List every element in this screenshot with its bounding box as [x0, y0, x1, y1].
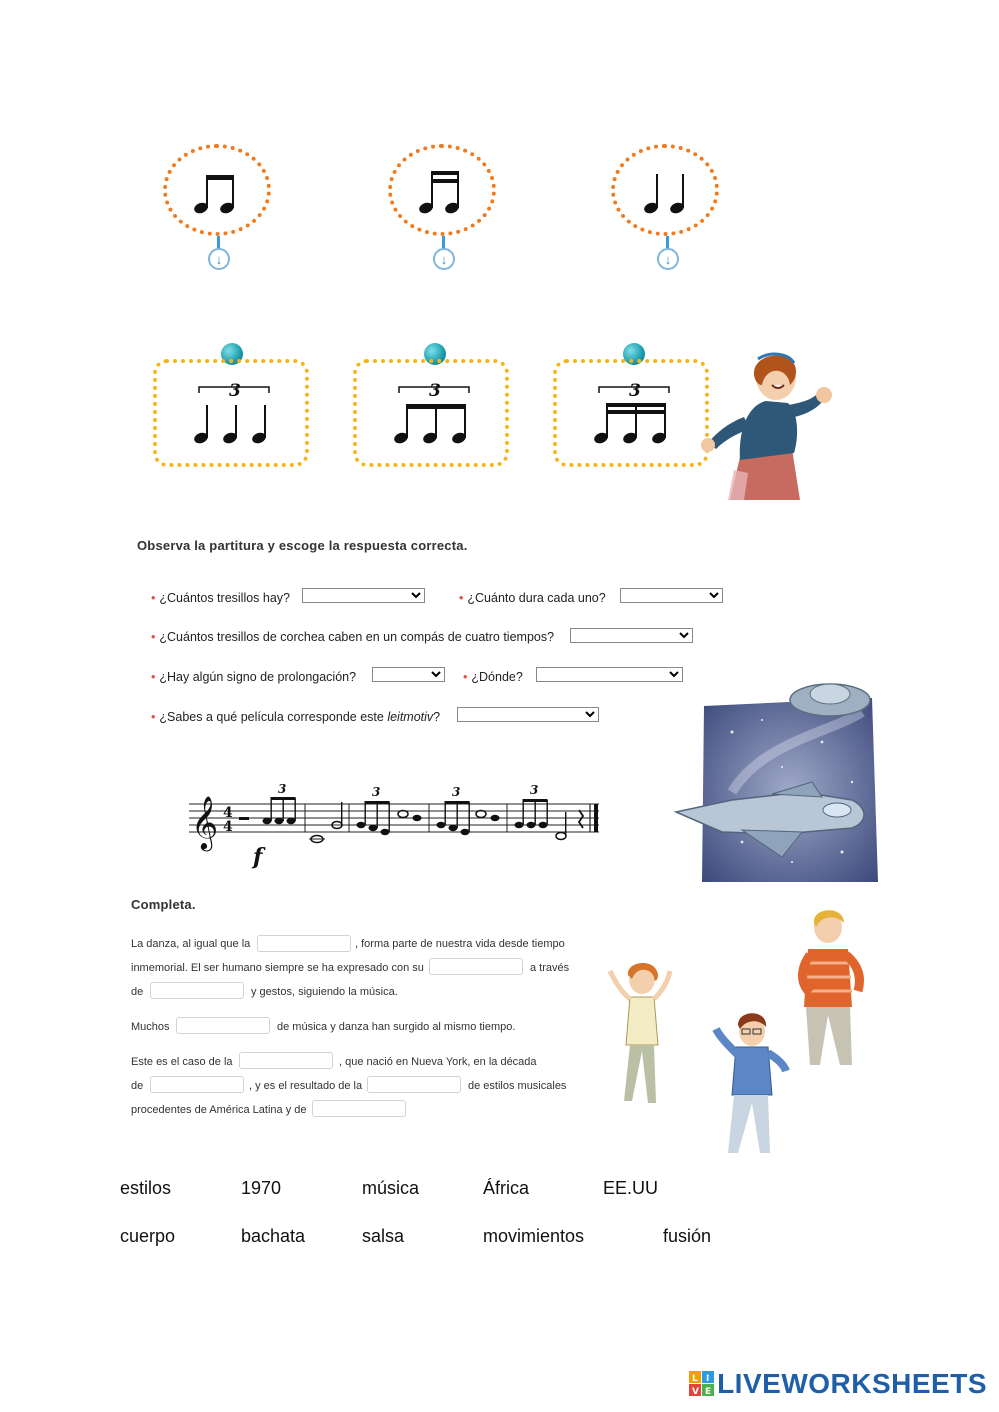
- question-3-text: ¿Cuántos tresillos de corchea caben en un compás de cuatro tiempos?: [159, 630, 555, 644]
- dancing-girl-illustration: [700, 345, 845, 500]
- quarter-note-triplet-icon: [157, 363, 305, 463]
- blank-2[interactable]: [429, 958, 523, 975]
- liveworksheets-logo[interactable]: [689, 1368, 987, 1400]
- p2-text-a: Muchos: [131, 1021, 170, 1033]
- dancers-illustration: [600, 905, 880, 1165]
- spaceship-illustration: [672, 672, 882, 884]
- answer-select-3[interactable]: [570, 628, 693, 643]
- sixteenth-note-triplet-icon: [557, 363, 705, 463]
- question-6-leitmotiv: leitmotiv: [387, 710, 434, 724]
- note-circle-quarters: [611, 144, 719, 236]
- two-eighth-notes-icon[interactable]: [167, 148, 267, 232]
- answer-select-4[interactable]: [372, 667, 445, 682]
- question-2-text: ¿Cuánto dura cada uno?: [467, 591, 606, 605]
- question-6-text-a: ¿Sabes a qué película corresponde este: [159, 710, 388, 724]
- word-bank-item[interactable]: EE.UU: [603, 1178, 659, 1198]
- blank-4[interactable]: [176, 1017, 270, 1034]
- instruction-2: Completa.: [131, 897, 196, 912]
- note-circle-eighths: [163, 144, 271, 236]
- question-3: • ¿Cuántos tresillos de corchea caben en un compás de cuatro tiempos?: [151, 630, 555, 644]
- triplet-box-eighths: [353, 359, 509, 467]
- p3-text-f: procedentes de América Latina y de: [131, 1104, 307, 1116]
- score-triplet-mark: 3: [452, 785, 461, 799]
- p1-text-e: de: [131, 986, 144, 998]
- blank-3[interactable]: [150, 982, 244, 999]
- answer-select-6[interactable]: [457, 707, 599, 722]
- instruction-1: Observa la partitura y escoge la respuesta correcta.: [137, 538, 468, 553]
- p3-text-b: , que nació en Nueva York, en la década: [339, 1056, 537, 1068]
- svg-text:V: V: [692, 1387, 700, 1397]
- logo-text: LIVEWORKSHEETS: [717, 1368, 987, 1399]
- question-4: • ¿Hay algún signo de prolongación?: [151, 670, 357, 684]
- svg-text:E: E: [705, 1387, 712, 1397]
- word-bank-item[interactable]: música: [362, 1178, 420, 1198]
- note-circle-sixteenths: [388, 144, 496, 236]
- blank-1[interactable]: [257, 935, 351, 952]
- blank-6[interactable]: [150, 1076, 244, 1093]
- score-triplet-mark: 3: [530, 783, 539, 797]
- question-5: • ¿Dónde?: [463, 670, 523, 684]
- word-bank-item[interactable]: salsa: [362, 1226, 405, 1246]
- word-bank-item[interactable]: 1970: [241, 1178, 282, 1198]
- drop-target-3[interactable]: ↓: [657, 248, 679, 270]
- drop-target-1[interactable]: ↓: [208, 248, 230, 270]
- blank-8[interactable]: [312, 1100, 406, 1117]
- word-bank-item[interactable]: África: [483, 1178, 530, 1198]
- triplet-number: 3: [229, 381, 241, 401]
- question-2: • ¿Cuánto dura cada uno?: [459, 591, 606, 605]
- eighth-note-triplet-icon: [357, 363, 505, 463]
- question-4-text: ¿Hay algún signo de prolongación?: [159, 670, 357, 684]
- dynamic-forte: f: [253, 844, 263, 870]
- score-triplet-mark: 3: [278, 782, 287, 796]
- p3-text-c: de: [131, 1080, 144, 1092]
- p1-text-d: a través: [530, 962, 570, 974]
- answer-select-1[interactable]: [302, 588, 425, 603]
- treble-clef-icon: 𝄞: [191, 795, 219, 849]
- word-bank-item[interactable]: estilos: [120, 1178, 172, 1198]
- svg-text:I: I: [706, 1374, 710, 1384]
- question-1: • ¿Cuántos tresillos hay?: [151, 591, 291, 605]
- p1-text-f: y gestos, siguiendo la música.: [251, 986, 398, 998]
- answer-select-2[interactable]: [620, 588, 723, 603]
- word-bank-item[interactable]: movimientos: [483, 1226, 585, 1246]
- triplet-box-quarters: [153, 359, 309, 467]
- p2-text-b: de música y danza han surgido al mismo tiempo.: [277, 1021, 516, 1033]
- svg-text:L: L: [692, 1374, 698, 1384]
- blank-5[interactable]: [239, 1052, 333, 1069]
- two-quarter-notes-icon[interactable]: [615, 148, 715, 232]
- p1-text-b: , forma parte de nuestra vida desde tiempo: [355, 938, 565, 950]
- drop-target-2[interactable]: ↓: [433, 248, 455, 270]
- question-5-text: ¿Dónde?: [471, 670, 523, 684]
- p1-text-c: inmemorial. El ser humano siempre se ha expresado con su: [131, 962, 424, 974]
- p1-text-a: La danza, al igual que la: [131, 938, 251, 950]
- blank-7[interactable]: [367, 1076, 461, 1093]
- music-score: [185, 780, 605, 870]
- word-bank-item[interactable]: fusión: [663, 1226, 712, 1246]
- score-triplet-mark: 3: [372, 785, 381, 799]
- answer-select-5[interactable]: [536, 667, 683, 682]
- p3-text-d: , y es el resultado de la: [249, 1080, 363, 1092]
- word-bank-item[interactable]: cuerpo: [120, 1226, 176, 1246]
- triplet-number: 3: [429, 381, 441, 401]
- word-bank-item[interactable]: bachata: [241, 1226, 306, 1246]
- p3-text-e: de estilos musicales: [468, 1080, 567, 1092]
- time-signature-bottom: 4: [223, 819, 233, 835]
- question-1-text: ¿Cuántos tresillos hay?: [159, 591, 291, 605]
- time-signature-top: 4: [223, 805, 233, 821]
- triplet-number: 3: [629, 381, 641, 401]
- two-sixteenth-notes-icon[interactable]: [392, 148, 492, 232]
- liveworksheets-badge-icon: [689, 1371, 715, 1397]
- p3-text-a: Este es el caso de la: [131, 1056, 233, 1068]
- triplet-box-sixteenths: [553, 359, 709, 467]
- question-6-text-b: ?: [433, 710, 441, 724]
- question-6: • ¿Sabes a qué película corresponde este leitmotiv?: [151, 710, 441, 724]
